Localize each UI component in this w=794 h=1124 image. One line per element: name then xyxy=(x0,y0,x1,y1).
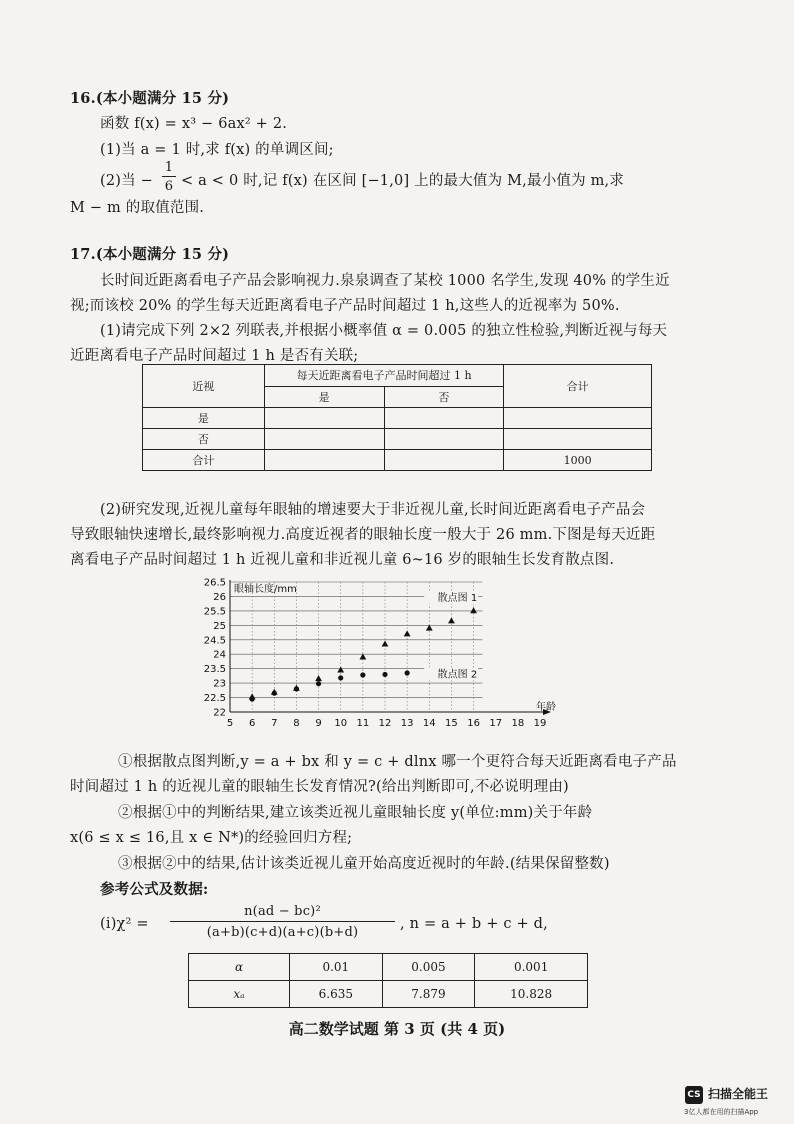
x-tick-label: 19 xyxy=(533,718,547,729)
table-row xyxy=(143,450,652,471)
q17-sub2-b: x(6 ≤ x ≤ 16,且 x ∈ N*)的经验回归方程; xyxy=(70,830,353,846)
series-label: 散点图 1 xyxy=(437,592,478,604)
q17-part2-a: (2)研究发现,近视儿童每年眼轴的增速要大于非近视儿童,长时间近距离看电子产品会 xyxy=(100,502,646,518)
chi-formula-lead: (ⅰ)χ² = xyxy=(100,916,149,932)
y-tick-label: 26.5 xyxy=(203,577,226,589)
q17-part1-b: 近距离看电子产品时间超过 1 h 是否有关联; xyxy=(70,348,359,364)
q17-intro-1: 长时间近距离看电子产品会影响视力.泉泉调查了某校 1000 名学生,发现 40% 的学生近 xyxy=(100,273,670,289)
circle-point xyxy=(338,675,343,680)
q16-part2: < a < 0 时,记 f(x) 在区间 [−1,0] 上的最大值为 M,最小值为 m,求 xyxy=(181,173,625,189)
x-tick-label: 13 xyxy=(400,718,414,729)
y-tick-label: 23 xyxy=(213,678,226,690)
y-tick-label: 22.5 xyxy=(203,693,226,705)
q17-sub1-b: 时间超过 1 h 的近视儿童的眼轴生长发育情况?(给出判断即可,不必说明理由) xyxy=(70,779,569,795)
q16-frac-den: 6 xyxy=(164,179,174,194)
x-tick-label: 17 xyxy=(489,718,503,729)
x-tick-label: 5 xyxy=(226,718,234,729)
circle-point xyxy=(250,696,255,701)
x-tick-label: 15 xyxy=(445,718,458,729)
q17-part2-b: 导致眼轴快速增长,最终影响视力.高度近视者的眼轴长度一般大于 26 mm.下图是每天近距 xyxy=(70,527,656,543)
circle-point xyxy=(360,672,365,677)
chi-formula-bar xyxy=(170,921,395,922)
table-head-total: 合计 xyxy=(504,365,652,408)
table-row xyxy=(189,981,588,1008)
table-row-label-no: 否 xyxy=(143,429,265,450)
x-tick-label: 7 xyxy=(271,718,278,729)
table-row xyxy=(189,954,588,981)
scanner-logo-icon: CS xyxy=(685,1086,703,1104)
crit-label-alpha: α xyxy=(189,954,290,981)
crit-x-2: 7.879 xyxy=(382,981,475,1008)
q16-part2-lead: (2)当 − xyxy=(100,173,153,189)
table-head-group: 每天近距离看电子产品时间超过 1 h xyxy=(264,365,504,387)
q17-intro-2: 视;而该校 20% 的学生每天近距离看电子产品时间超过 1 h,这些人的近视率为 50%. xyxy=(70,298,620,314)
table-row-label-yes: 是 xyxy=(143,408,265,429)
x-tick-label: 11 xyxy=(356,718,370,729)
x-tick-label: 10 xyxy=(334,718,348,729)
table-cell xyxy=(504,429,652,450)
y-tick-label: 24.5 xyxy=(203,635,226,647)
q17-sub3: ③根据②中的结果,估计该类近视儿童开始高度近视时的年龄.(结果保留整数) xyxy=(118,856,610,872)
q17-part2-c: 离看电子产品时间超过 1 h 近视儿童和非近视儿童 6~16 岁的眼轴生长发育散点图. xyxy=(70,552,615,568)
triangle-point xyxy=(404,630,411,636)
reference-title: 参考公式及数据: xyxy=(100,881,209,898)
triangle-point xyxy=(315,675,322,681)
q16-part2-end: M − m 的取值范围. xyxy=(70,200,205,216)
x-tick-label: 8 xyxy=(293,718,300,729)
table-cell xyxy=(384,408,504,429)
scanner-tagline: 3亿人都在用的扫描App xyxy=(684,1108,759,1116)
q17-sub2-a: ②根据①中的判断结果,建立该类近视儿童眼轴长度 y(单位:mm)关于年龄 xyxy=(118,805,593,821)
x-tick-label: 14 xyxy=(422,718,436,729)
crit-x-1: 6.635 xyxy=(290,981,383,1008)
x-axis-label: 年龄 xyxy=(536,702,556,713)
table-cell xyxy=(384,429,504,450)
crit-alpha-2: 0.005 xyxy=(382,954,475,981)
q16-frac-bar xyxy=(162,176,176,177)
chi-formula-num: n(ad − bc)² xyxy=(244,904,321,919)
y-tick-label: 26 xyxy=(213,591,226,603)
y-tick-label: 23.5 xyxy=(203,664,226,676)
y-tick-label: 25.5 xyxy=(203,606,226,618)
q16-part1: (1)当 a = 1 时,求 f(x) 的单调区间; xyxy=(100,142,334,158)
table-head-myopia: 近视 xyxy=(143,365,265,408)
circle-point xyxy=(316,681,321,686)
x-tick-label: 18 xyxy=(511,718,525,729)
q17-part1-a: (1)请完成下列 2×2 列联表,并根据小概率值 α = 0.005 的独立性检验,判断近视与每天 xyxy=(100,323,668,339)
y-axis-label: 眼轴长度/mm xyxy=(234,584,297,596)
table-cell xyxy=(264,408,384,429)
scanner-name: 扫描全能王 xyxy=(708,1087,769,1101)
x-tick-label: 16 xyxy=(467,718,480,729)
crit-label-x: xₐ xyxy=(189,981,290,1008)
crit-x-3: 10.828 xyxy=(475,981,588,1008)
page-footer: 高二数学试题 第 3 页 (共 4 页) xyxy=(288,1020,506,1038)
q17-sub1-a: ①根据散点图判断,y = a + bx 和 y = c + dlnx 哪一个更符合每天近距离看电子产品 xyxy=(118,754,677,770)
scatter-chart xyxy=(188,576,568,736)
contingency-table xyxy=(142,364,652,471)
y-tick-label: 25 xyxy=(213,620,226,632)
x-tick-label: 9 xyxy=(315,718,322,729)
table-cell xyxy=(504,408,652,429)
table-grand-total: 1000 xyxy=(504,450,652,471)
q16-frac-num: 1 xyxy=(164,160,174,175)
table-cell xyxy=(384,450,504,471)
table-row xyxy=(143,408,652,429)
x-tick-label: 6 xyxy=(248,718,256,729)
triangle-point xyxy=(382,641,389,647)
q17-title: 17.(本小题满分 15 分) xyxy=(70,246,230,263)
table-cell xyxy=(264,429,384,450)
table-row-label-total: 合计 xyxy=(143,450,265,471)
chi-formula-den: (a+b)(c+d)(a+c)(b+d) xyxy=(206,925,359,940)
y-tick-label: 22 xyxy=(213,707,226,719)
circle-point xyxy=(405,670,410,675)
circle-point xyxy=(272,691,277,696)
table-head-no: 否 xyxy=(384,386,504,408)
table-head-yes: 是 xyxy=(264,386,384,408)
crit-alpha-1: 0.01 xyxy=(290,954,383,981)
circle-point xyxy=(382,672,387,677)
q16-title: 16.(本小题满分 15 分) xyxy=(70,90,230,107)
triangle-point xyxy=(470,607,477,613)
y-tick-label: 24 xyxy=(213,649,226,661)
crit-alpha-3: 0.001 xyxy=(475,954,588,981)
q16-function: 函数 f(x) = x³ − 6ax² + 2. xyxy=(100,116,288,132)
series-label: 散点图 2 xyxy=(437,669,478,681)
triangle-point xyxy=(448,617,455,623)
circle-point xyxy=(294,686,299,691)
triangle-point xyxy=(337,667,344,673)
x-tick-label: 12 xyxy=(378,718,392,729)
table-row xyxy=(143,429,652,450)
chi-formula-n: , n = a + b + c + d, xyxy=(400,916,548,932)
critical-value-table xyxy=(188,953,588,1008)
table-cell xyxy=(264,450,384,471)
